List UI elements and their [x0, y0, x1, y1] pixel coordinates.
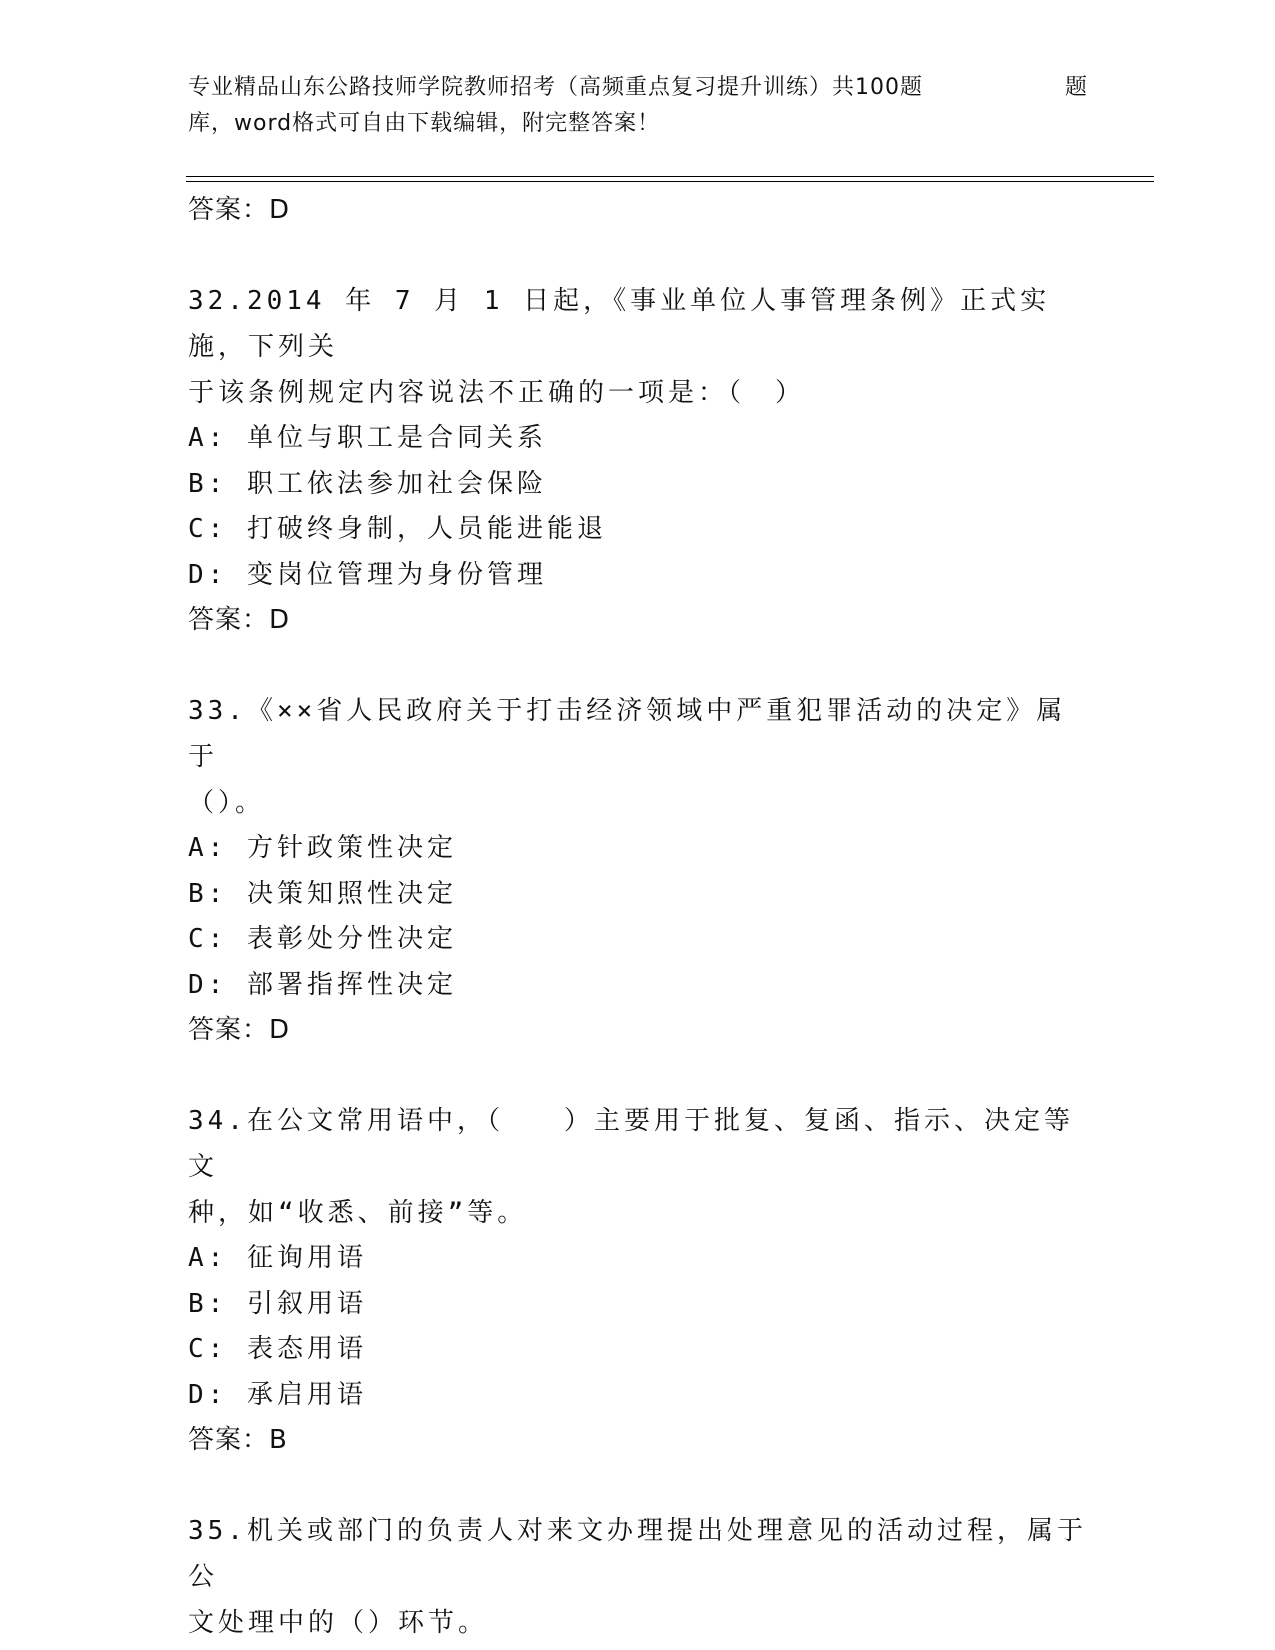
question-32 [188, 278, 1088, 642]
spacer [188, 232, 1088, 278]
option-b: B: 引叙用语 [188, 1288, 367, 1319]
answer-line: 答案：D [188, 195, 291, 225]
document-body [188, 188, 1088, 1646]
header-rule-bottom [186, 181, 1154, 182]
option-d: D: 部署指挥性决定 [188, 969, 457, 1000]
spacer [188, 1052, 1088, 1098]
option-a: A: 方针政策性决定 [188, 833, 457, 863]
answer-line: 答案：B [188, 1425, 288, 1455]
option-a: A: 单位与职工是合同关系 [188, 423, 547, 453]
header-rule-top [186, 176, 1154, 177]
option-b: B: 决策知照性决定 [188, 878, 457, 909]
question-stem-line: 文处理中的（）环节。 [188, 1608, 489, 1638]
answer-line: 答案：D [188, 1015, 291, 1045]
option-b: B: 职工依法参加社会保险 [188, 468, 547, 499]
question-stem-line: 种，如“收悉、前接”等。 [188, 1198, 528, 1228]
option-c: C: 表态用语 [188, 1334, 367, 1364]
header-line-1 [188, 70, 1088, 106]
option-d: D: 变岗位管理为身份管理 [188, 559, 547, 590]
option-d: D: 承启用语 [188, 1379, 367, 1410]
answer-line: 答案：D [188, 605, 291, 635]
question-34 [188, 1098, 1088, 1462]
option-a: A: 征询用语 [188, 1243, 367, 1273]
option-c: C: 表彰处分性决定 [188, 924, 457, 954]
question-stem-line: （）。 [188, 788, 266, 818]
header-title: 专业精品山东公路技师学院教师招考（高频重点复习提升训练）共100题 [188, 75, 923, 100]
question-33 [188, 688, 1088, 1052]
question-35 [188, 1508, 1088, 1646]
option-c: C: 打破终身制，人员能进能退 [188, 514, 607, 544]
header-line-2: 库，word格式可自由下载编辑，附完整答案！ [188, 111, 661, 136]
question-stem-line: 33.《××省人民政府关于打击经济领域中严重犯罪活动的决定》属于 [188, 696, 1067, 772]
question-stem-line: 34.在公文常用语中，（ ）主要用于批复、复函、指示、决定等文 [188, 1106, 1074, 1182]
header-title-tail: 题 [1064, 75, 1088, 100]
spacer [188, 1462, 1088, 1508]
question-stem-line: 于该条例规定内容说法不正确的一项是：（ ） [188, 378, 806, 408]
question-stem-line: 35.机关或部门的负责人对来文办理提出处理意见的活动过程，属于公 [188, 1516, 1087, 1592]
page-header [188, 70, 1088, 142]
spacer [188, 642, 1088, 688]
question-stem-line: 32.2014 年 7 月 1 日起，《事业单位人事管理条例》正式实施，下列关 [188, 286, 1051, 362]
